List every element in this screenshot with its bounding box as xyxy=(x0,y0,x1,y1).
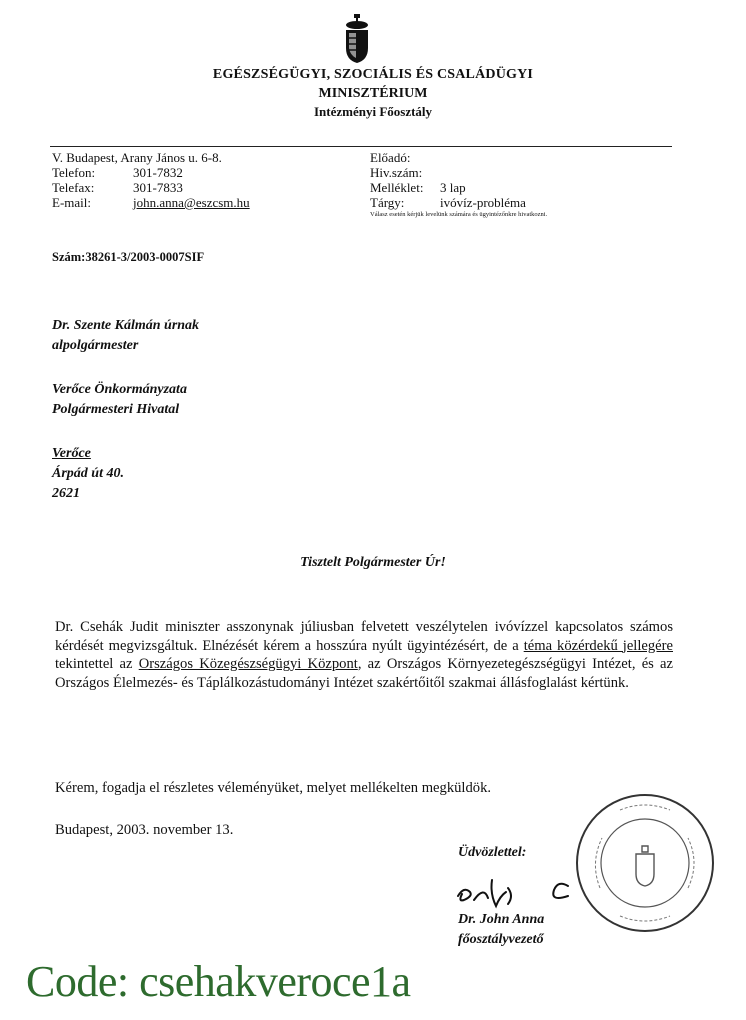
email-link[interactable]: john.anna@eszcsm.hu xyxy=(133,195,250,210)
targy-label: Tárgy: xyxy=(370,195,405,210)
ministry-name-line2: MINISZTÉRIUM xyxy=(318,86,428,101)
phone-row xyxy=(52,165,250,180)
recipient-title: alpolgármester xyxy=(52,338,139,353)
melleklet-value: 3 lap xyxy=(440,180,466,195)
recipient-zip: 2621 xyxy=(52,486,80,501)
phone-value: 301-7832 xyxy=(133,165,183,180)
greeting: Üdvözlettel: xyxy=(458,845,527,860)
fax-label: Telefax: xyxy=(52,180,95,195)
contact-block xyxy=(52,150,250,210)
department-name: Intézményi Főosztály xyxy=(313,104,433,119)
body-text-part: , az Országos Környezetegészségügyi Intézet, és az Országos Élelmezés- és Táplálkozástudományi Intézet szakértőitől szakmai állásfoglalást kértünk. xyxy=(55,656,674,691)
ministry-name: EGÉSZSÉGÜGYI, SZOCIÁLIS ÉS CSALÁDÜGYI xyxy=(212,67,534,82)
hivszam-label: Hiv.szám: xyxy=(370,165,423,180)
eloado-label: Előadó: xyxy=(370,150,411,165)
contact-address: V. Budapest, Arany János u. 6-8. xyxy=(52,150,222,165)
letter-date: Budapest, 2003. november 13. xyxy=(55,822,234,838)
melleklet-label: Melléklet: xyxy=(370,180,424,195)
reference-block xyxy=(370,150,547,219)
signer-title: főosztályvezető xyxy=(458,932,544,947)
coat-of-arms-icon xyxy=(343,14,371,64)
recipient-person xyxy=(52,316,199,356)
official-stamp-icon xyxy=(570,788,720,938)
recipient-address xyxy=(52,444,124,504)
recipient-name: Dr. Szente Kálmán úrnak xyxy=(52,318,200,333)
email-row xyxy=(52,195,250,210)
body-text-part: tekintettel az xyxy=(55,656,139,672)
phone-label: Telefon: xyxy=(52,165,96,180)
recipient-organization xyxy=(52,380,187,420)
letter-body-paragraph xyxy=(55,618,673,692)
targy-value: ivóvíz-probléma xyxy=(440,195,526,210)
email-label: E-mail: xyxy=(52,195,91,210)
recipient-city: Verőce xyxy=(52,446,91,461)
recipient-street: Árpád út 40. xyxy=(52,466,124,481)
header-divider xyxy=(50,146,672,147)
signer-name: Dr. John Anna xyxy=(458,912,545,927)
fax-value: 301-7833 xyxy=(133,180,183,195)
handwritten-signature-icon xyxy=(448,866,598,914)
salutation: Tisztelt Polgármester Úr! xyxy=(300,555,446,570)
body-text-part: Dr. Csehák Judit miniszter asszonynak júliusban felvetett veszélytelen ivóvízzel kapcsolatos számos kérdését megvizsgáltuk. Elnézését kérem a hosszúra nyúlt ügyintézésért, de a xyxy=(55,619,673,654)
document-number: Szám:38261-3/2003-0007SIF xyxy=(52,250,205,264)
closing-sentence: Kérem, fogadja el részletes véleményüket, melyet mellékelten megküldök. xyxy=(55,780,492,796)
targy-row xyxy=(370,195,547,210)
fax-row xyxy=(52,180,250,195)
recipient-org2: Polgármesteri Hivatal xyxy=(52,402,180,417)
melleklet-row xyxy=(370,180,547,195)
document-code-label: Code: csehakveroce1a xyxy=(26,957,411,1006)
body-highlight-institute: Országos Közegészségügyi Központ xyxy=(138,656,358,672)
reference-note: Válasz esetén kérjük levelünk számára és ügyintézőnkre hivatkozni. xyxy=(370,211,548,218)
body-highlight-topic: téma közérdekű jellegére xyxy=(523,637,673,654)
recipient-org1: Verőce Önkormányzata xyxy=(52,382,187,397)
